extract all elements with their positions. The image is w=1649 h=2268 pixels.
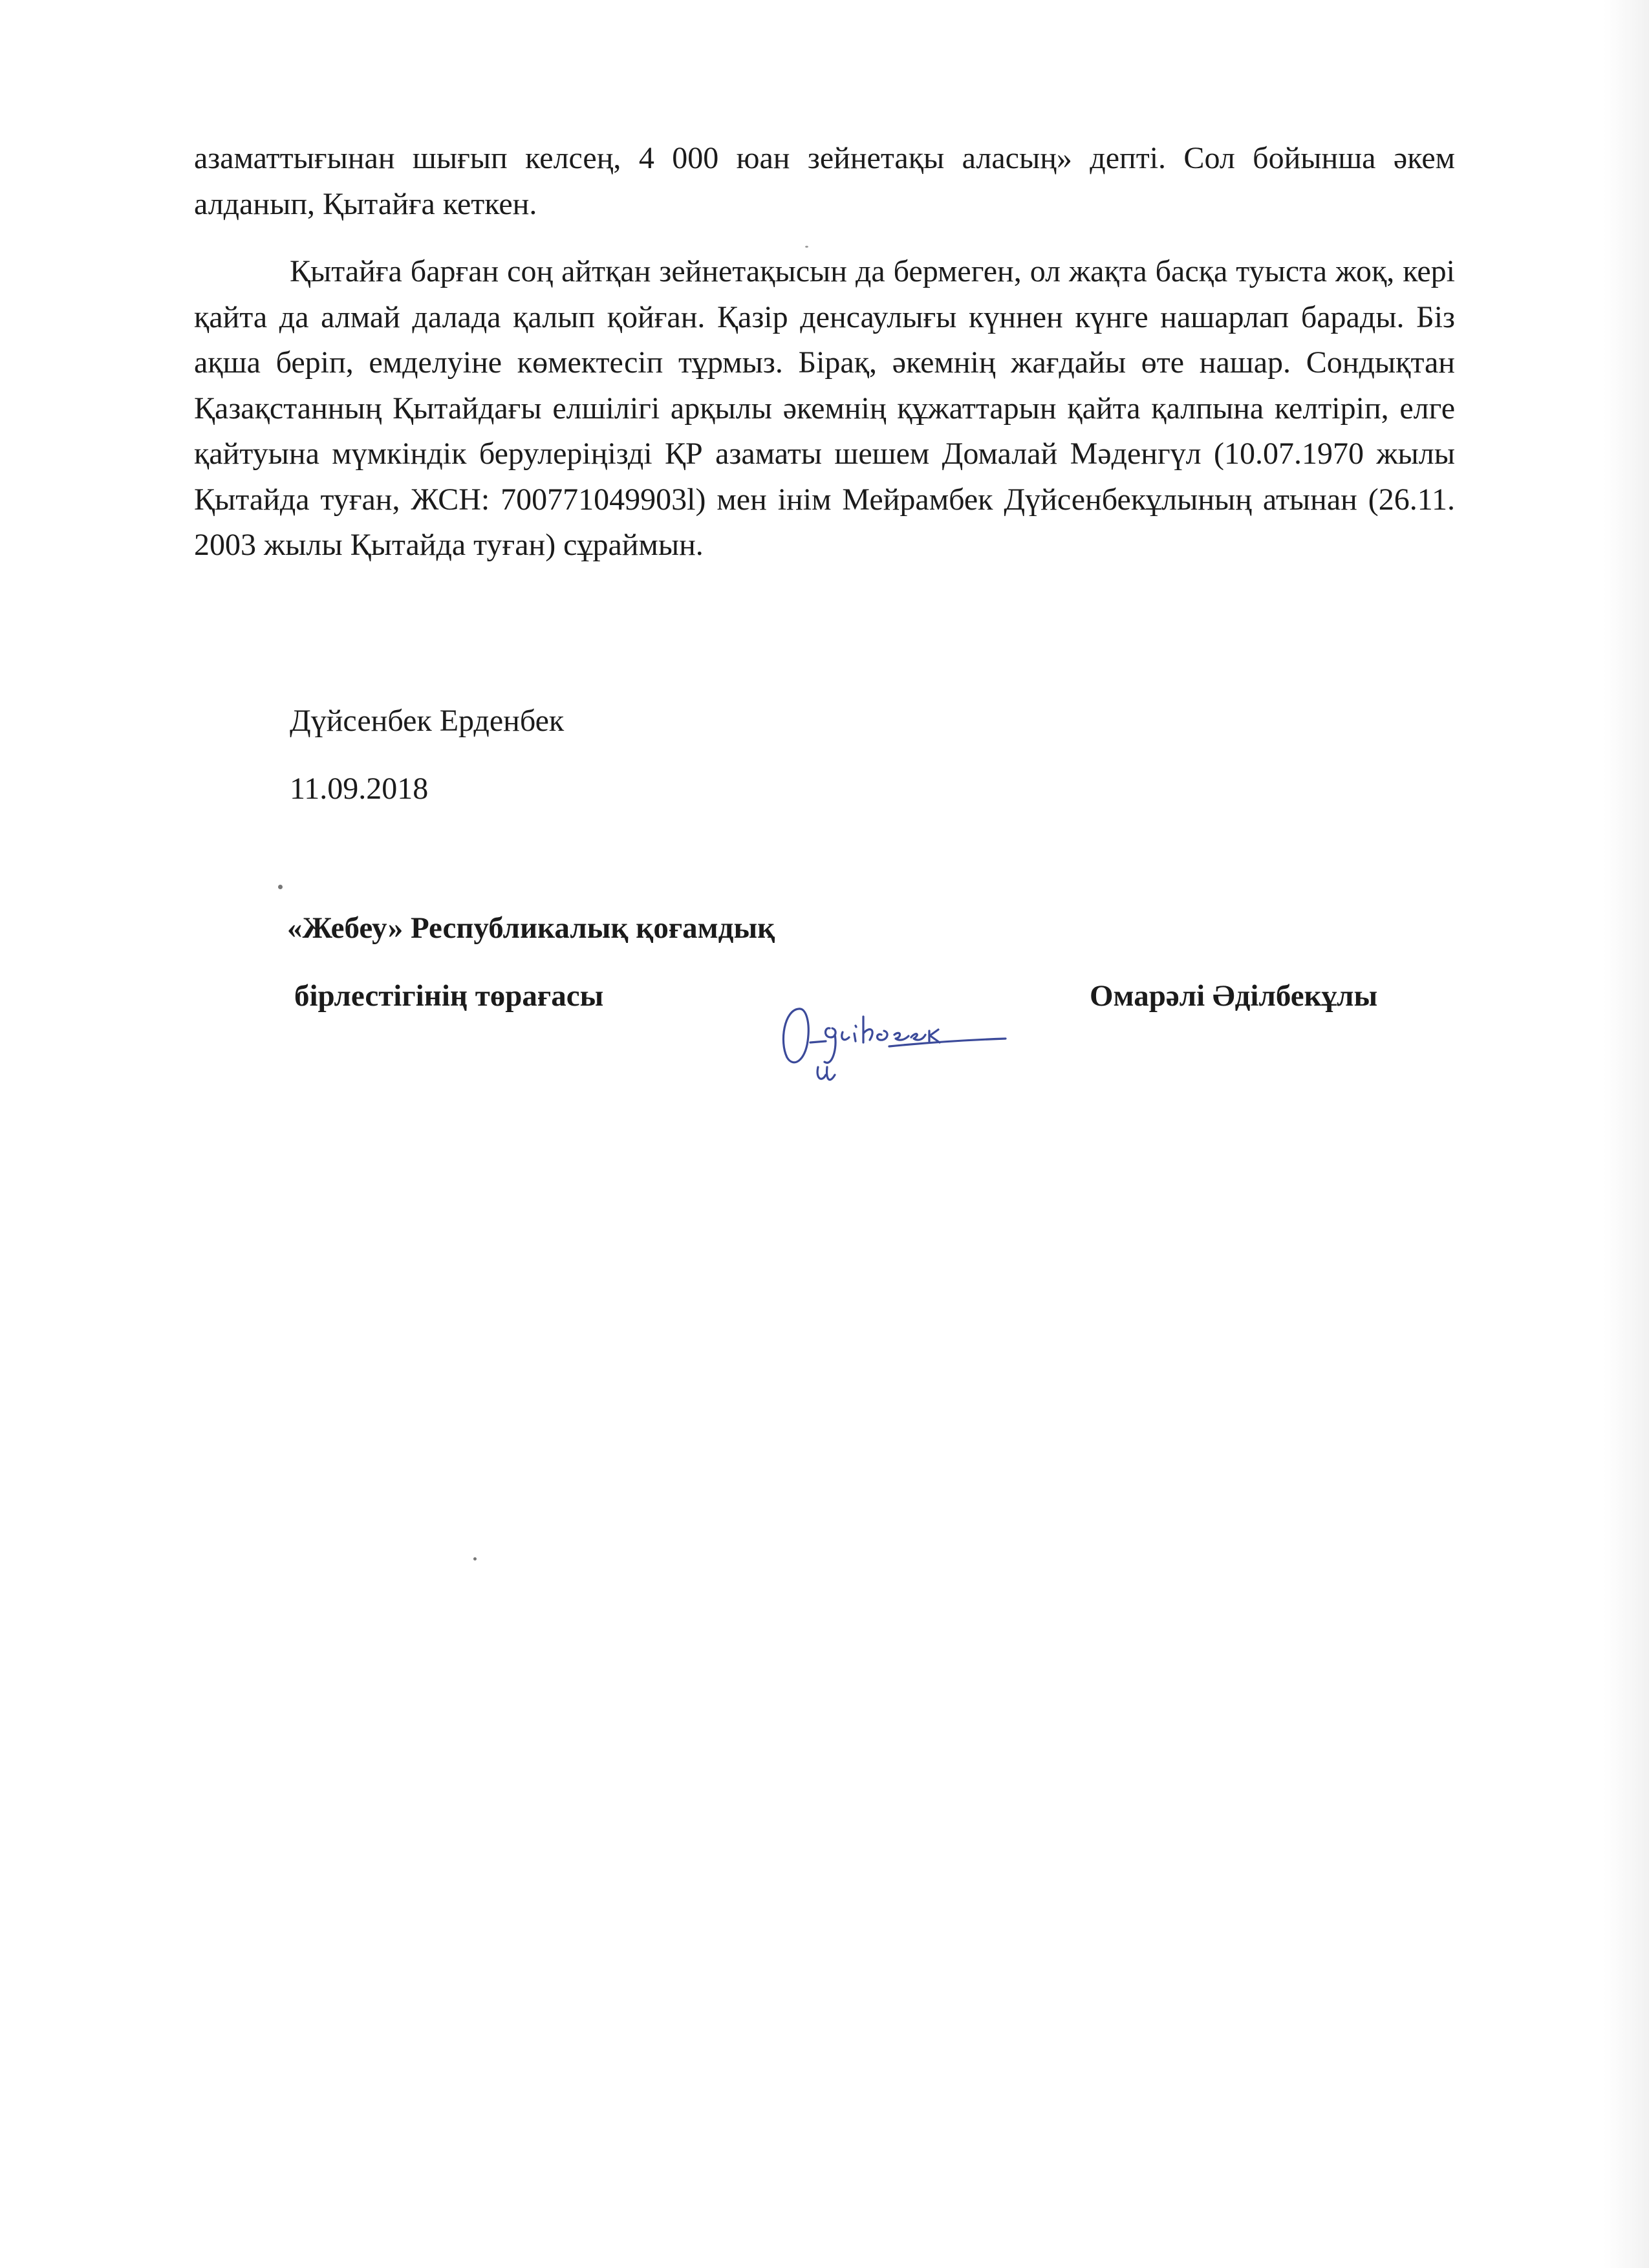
author-name: Дүйсенбек Ерденбек (290, 704, 565, 738)
signer-title: бірлестігінің төрағасы (294, 979, 604, 1013)
scan-speck (278, 885, 283, 889)
paragraph-continuation: азаматтығынан шығып келсең, 4 000 юан зейнетақы аласың» депті. Сол бойынша әкем алданып, Қытайға кеткен. (194, 141, 1455, 221)
signer-name: Омарәлі Әдiлбекұлы (1090, 979, 1378, 1013)
paragraph-request: Қытайға барған соң айтқан зейнетақысын да бермеген, ол жақта басқа туыста жоқ, кері қайта да алмай далада қалып қойған. Қазір денсаулығы күннен күнге нашарлап барады. Біз ақша беріп, емделуіне көмектесіп тұрмыз. Бірақ, әкемнің жағдайы өте нашар. Сондықтан Қазақстанның Қытайдағы елшілігі арқылы әкемнің құжаттарын қайта қалпына келтіріп, елге қайтуына мүмкіндік берулеріңізді ҚР азаматы шешем Домалай Мәденгүл (10.07.1970 жылы Қытайда туған, ЖСН: 700771049903l) мен інім Мейрамбек Дүйсенбекұлының атынан (26.11. 2003 жылы Қытайда туған) сұраймын. (194, 254, 1455, 562)
organization-name: «Жебеу» Республикалық қоғамдық (287, 911, 775, 945)
scan-speck (805, 246, 808, 248)
scan-edge-shadow (1604, 0, 1649, 2268)
letter-date: 11.09.2018 (290, 772, 429, 806)
letter-body (194, 136, 1455, 590)
handwritten-signature (773, 970, 1031, 1099)
scan-speck (473, 1557, 477, 1561)
